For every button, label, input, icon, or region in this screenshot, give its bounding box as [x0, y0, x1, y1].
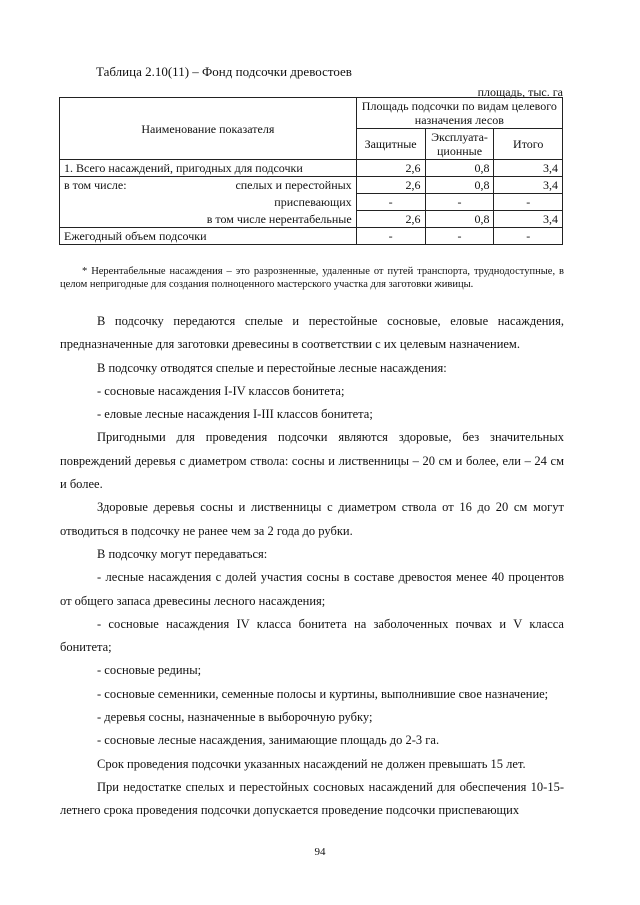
- paragraph: При недостатке спелых и перестойных сосновых насаждений для обеспечения 10-15-летнего срока проведения подсочки допускается проведение подсочки приспевающих: [60, 779, 564, 818]
- table-footnote: * Нерентабельные насаждения – это разрозненные, удаленные от путей транспорта, труднодоступные, в целом непригодные для создания полноценного мастерского участка для заготовки живицы.: [60, 266, 564, 290]
- paragraph: Пригодными для проведения подсочки являются здоровые, без значительных повреждений деревья с диаметром ствола: сосны и лиственницы – 20 см и более, ели – 24 см и более.: [60, 430, 564, 492]
- cell-exploitation: 0,8: [425, 160, 494, 177]
- list-item: - лесные насаждения с долей участия сосны в составе древостоя менее 40 процентов от общего запаса древесины лесного насаждения;: [60, 570, 564, 608]
- table-caption: Таблица 2.10(11) – Фонд подсочки древостоев: [96, 64, 352, 79]
- table-header-row: [60, 98, 563, 129]
- row-label-left: в том числе:: [64, 178, 127, 193]
- table-units: площадь, тыс. га: [477, 85, 563, 99]
- list-item: - сосновые насаждения IV класса бонитета на заболоченных почвах и V класса бонитета;: [60, 616, 564, 655]
- cell-protective: -: [356, 194, 425, 211]
- list-item: - деревья сосны, назначенные в выборочную рубку;: [97, 710, 373, 725]
- header-total: Итого: [494, 129, 563, 160]
- cell-exploitation: 0,8: [425, 211, 494, 228]
- list-item: - сосновые семенники, семенные полосы и куртины, выполнившие свое назначение;: [97, 686, 549, 701]
- cell-total: 3,4: [494, 160, 563, 177]
- header-indicator-name: Наименование показателя: [60, 98, 357, 160]
- list-item: - сосновые лесные насаждения, занимающие площадь до 2-3 га.: [97, 733, 440, 748]
- paragraph: Срок проведения подсочки указанных насаждений не должен превышать 15 лет.: [97, 756, 526, 771]
- cell-total: -: [494, 228, 563, 245]
- paragraph: Здоровые деревья сосны и лиственницы с диаметром ствола от 16 до 20 см могут отводиться в подсочку не ранее чем за 2 года до рубки.: [60, 500, 564, 538]
- table-row: [60, 177, 563, 194]
- cell-exploitation: 0,8: [425, 177, 494, 194]
- list-item: - сосновые насаждения I-IV классов бонитета;: [97, 383, 345, 398]
- cell-protective: 2,6: [356, 160, 425, 177]
- row-label: 1. Всего насаждений, пригодных для подсочки: [60, 160, 357, 177]
- row-label-right: спелых и перестойных: [235, 178, 352, 193]
- cell-total: 3,4: [494, 211, 563, 228]
- data-table: [59, 97, 563, 245]
- table-row: [60, 211, 563, 228]
- list-item: - еловые лесные насаждения I-III классов бонитета;: [97, 407, 373, 422]
- cell-protective: -: [356, 228, 425, 245]
- paragraph: В подсочку передаются спелые и перестойные сосновые, еловые насаждения, предназначенные для заготовки древесины в соответствии с их целевым назначением.: [60, 314, 564, 352]
- cell-total: -: [494, 194, 563, 211]
- header-protective: Защитные: [356, 129, 425, 160]
- paragraph: В подсочку отводятся спелые и перестойные лесные насаждения:: [97, 360, 447, 375]
- cell-exploitation: -: [425, 228, 494, 245]
- paragraph: В подсочку могут передаваться:: [97, 546, 268, 561]
- table-row: [60, 194, 563, 211]
- row-label: Ежегодный объем подсочки: [60, 228, 357, 245]
- row-label: [60, 177, 357, 194]
- page-number: 94: [314, 846, 326, 858]
- header-area-group: Площадь подсочки по видам целевого назначения лесов: [356, 98, 562, 129]
- cell-exploitation: -: [425, 194, 494, 211]
- header-exploitation: Эксплуата-ционные: [425, 129, 494, 160]
- cell-protective: 2,6: [356, 177, 425, 194]
- list-item: - сосновые редины;: [97, 663, 202, 678]
- cell-protective: 2,6: [356, 211, 425, 228]
- cell-total: 3,4: [494, 177, 563, 194]
- table-row: [60, 160, 563, 177]
- row-label: в том числе нерентабельные: [60, 211, 357, 228]
- row-label: приспевающих: [60, 194, 357, 211]
- body-text: [60, 310, 564, 823]
- table-row: [60, 228, 563, 245]
